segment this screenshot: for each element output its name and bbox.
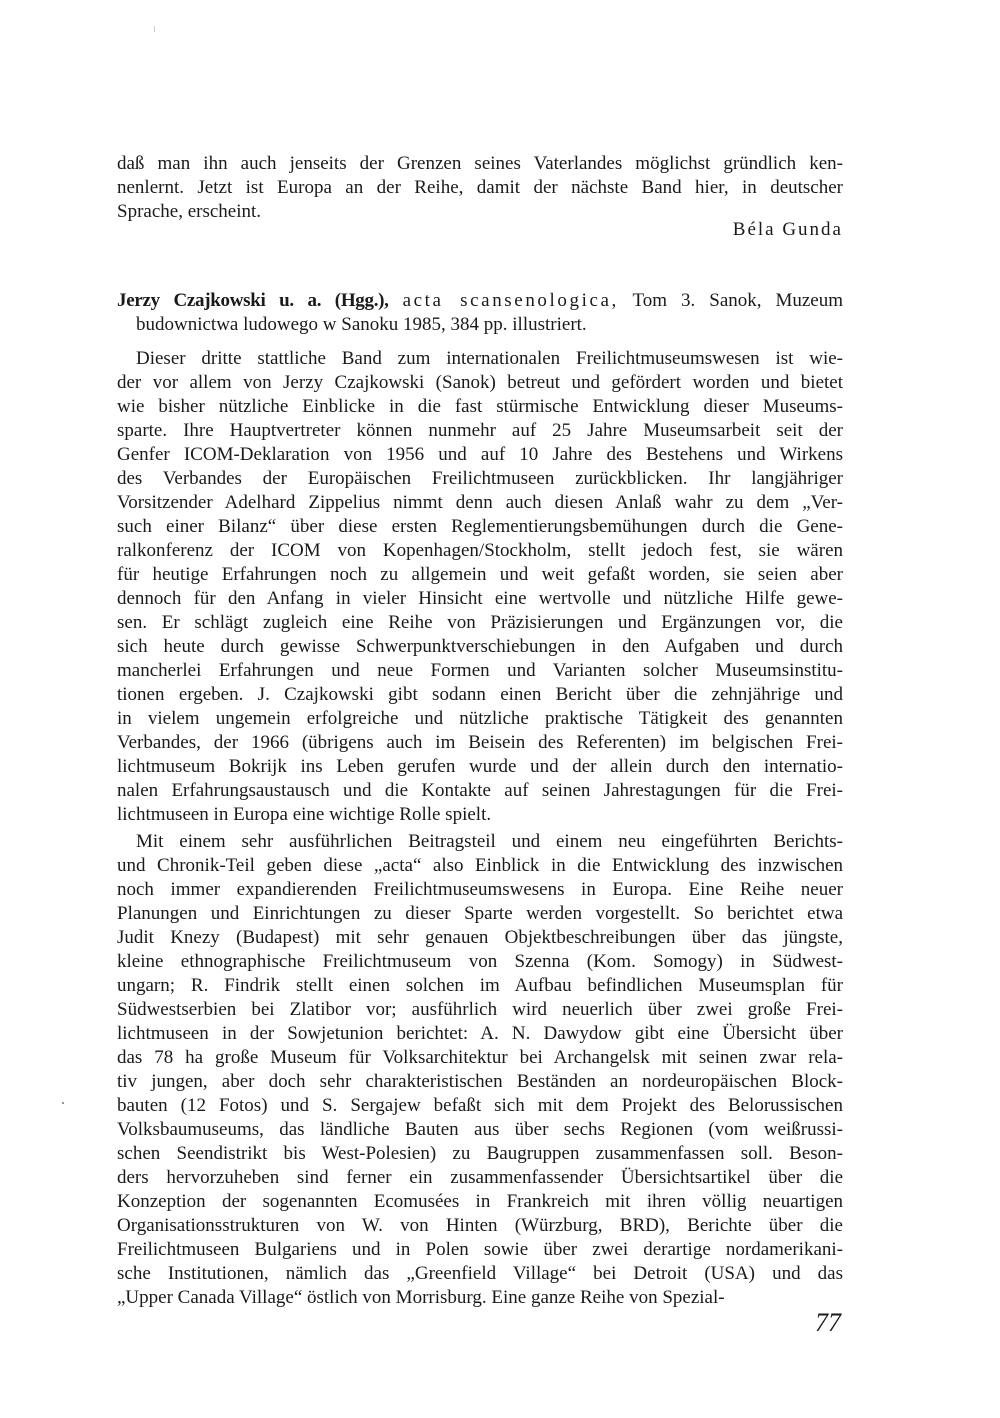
text-line: Freilichtmuseen Bulgariens und in Polen sowie über zwei derartige nordamerikani- [117,1239,843,1260]
text-line: nenlernt. Jetzt ist Europa an der Reihe, damit der nächste Band hier, in deutscher [117,177,843,198]
text-line: Organisationsstrukturen von W. von Hinten (Würzburg, BRD), Berichte über die [117,1215,843,1236]
text-line: daß man ihn auch jenseits der Grenzen seines Vaterlandes möglichst gründlich ken- [117,153,843,174]
text-line: Volksbaumuseums, das ländliche Bauten aus über sechs Regionen (vom weißrussi- [117,1119,843,1140]
citation-authors: Jerzy Czajkowski u. a. (Hgg.), [117,290,389,311]
text-line: tionen ergeben. J. Czajkowski gibt sodann einen Bericht über die zehnjährige und [117,684,843,705]
text-line: such einer Bilanz“ über diese ersten Reglementierungsbemühungen durch die Gene- [117,516,843,537]
text-line: ungarn; R. Findrik stellt einen solchen im Aufbau befindlichen Museumsplan für [117,975,843,996]
text-line: Mit einem sehr ausführlichen Beitragsteil und einem neu eingeführten Berichts- [136,831,843,852]
text-line: und Chronik-Teil geben diese „acta“ also Einblick in die Entwicklung des inzwischen [117,855,843,876]
text-line: ders hervorzuheben sind ferner ein zusammenfassender Übersichtsartikel über die [117,1167,843,1188]
text-line: sen. Er schlägt zugleich eine Reihe von Präzisierungen und Ergänzungen vor, die [117,612,843,633]
citation-line-2: budownictwa ludowego w Sanoku 1985, 384 pp. illustriert. [136,314,587,335]
text-line: das 78 ha große Museum für Volksarchitektur bei Archangelsk mit seinen zwar rela- [117,1047,843,1068]
text-line: „Upper Canada Village“ östlich von Morrisburg. Eine ganze Reihe von Spezial- [117,1287,725,1308]
text-line: nalen Erfahrungsaustausch und die Kontakte auf seinen Jahrestagungen für die Frei- [117,780,843,801]
text-line: Verbandes, der 1966 (übrigens auch im Beisein des Referenten) im belgischen Frei- [117,732,843,753]
text-line: des Verbandes der Europäischen Freilichtmuseen zurückblicken. Ihr langjähriger [117,468,843,489]
text-line: sich heute durch gewisse Schwerpunktverschiebungen in den Aufgaben und durch [117,636,843,657]
text-line: dennoch für den Anfang in vieler Hinsicht eine wertvolle und nützliche Hilfe gewe- [117,588,843,609]
text-line: Judit Knezy (Budapest) mit sehr genauen Objektbeschreibungen über das jüngste, [117,927,843,948]
text-line: Planungen und Einrichtungen zu dieser Sparte werden vorgestellt. So berichtet etwa [117,903,843,924]
text-line: wie bisher nützliche Einblicke in die fast stürmische Entwicklung dieser Museums- [117,396,843,417]
text-line: Vorsitzender Adelhard Zippelius nimmt denn auch diesen Anlaß wahr zu dem „Ver- [117,492,843,513]
text-line: Konzeption der sogenannten Ecomusées in Frankreich mit ihren völlig neuartigen [117,1191,843,1212]
text-line: Dieser dritte stattliche Band zum internationalen Freilichtmuseumswesen ist wie- [136,348,843,369]
text-line: Sprache, erscheint. [117,201,262,222]
text-line: lichtmuseen in Europa eine wichtige Rolle spielt. [117,804,492,825]
text-line: für heutige Erfahrungen noch zu allgemein und weit gefaßt worden, sie seien aber [117,564,843,585]
text-line: lichtmuseen in der Sowjetunion berichtet: A. N. Dawydow gibt eine Übersicht über [117,1023,843,1044]
text-line: tiv jungen, aber doch sehr charakteristischen Beständen an nordeuropäischen Block- [117,1071,843,1092]
citation-title: acta scansenologica, [402,290,619,311]
text-line: noch immer expandierenden Freilichtmuseumswesens in Europa. Eine Reihe neuer [117,879,843,900]
text-line: Genfer ICOM-Deklaration von 1956 und auf 10 Jahre des Bestehens und Wirkens [117,444,843,465]
page-number: 77 [815,1308,841,1337]
text-line: kleine ethnographische Freilichtmuseum von Szenna (Kom. Somogy) in Südwest- [117,951,843,972]
citation-publisher: Tom 3. Sanok, Muzeum [632,290,843,311]
text-line: sparte. Ihre Hauptvertreter können nunmehr auf 25 Jahre Museumsarbeit seit der [117,420,843,441]
text-line: sche Institutionen, nämlich das „Greenfield Village“ bei Detroit (USA) und das [117,1263,843,1284]
reviewer-signature: Béla Gunda [732,219,843,240]
citation-line-1 [117,289,843,313]
text-line: schen Seendistrikt bis West-Polesien) zu Baugruppen zusammenfassen soll. Beson- [117,1143,843,1164]
text-line: in vielem ungemein erfolgreiche und nützliche praktische Tätigkeit des genannten [117,708,843,729]
scan-artifact [62,1102,64,1104]
text-line: lichtmuseum Bokrijk ins Leben gerufen wurde und der allein durch den internatio- [117,756,843,777]
text-line: der vor allem von Jerzy Czajkowski (Sanok) betreut und gefördert worden und bietet [117,372,843,393]
text-line: Südwestserbien bei Zlatibor vor; ausführlich wird neuerlich über zwei große Frei- [117,999,843,1020]
text-line: mancherlei Erfahrungen und neue Formen und Varianten solcher Museumsinstitu- [117,660,843,681]
scan-artifact [154,26,155,32]
text-line: bauten (12 Fotos) und S. Sergajew befaßt sich mit dem Projekt des Belorussischen [117,1095,843,1116]
text-line: ralkonferenz der ICOM von Kopenhagen/Stockholm, stellt jedoch fest, sie wären [117,540,843,561]
